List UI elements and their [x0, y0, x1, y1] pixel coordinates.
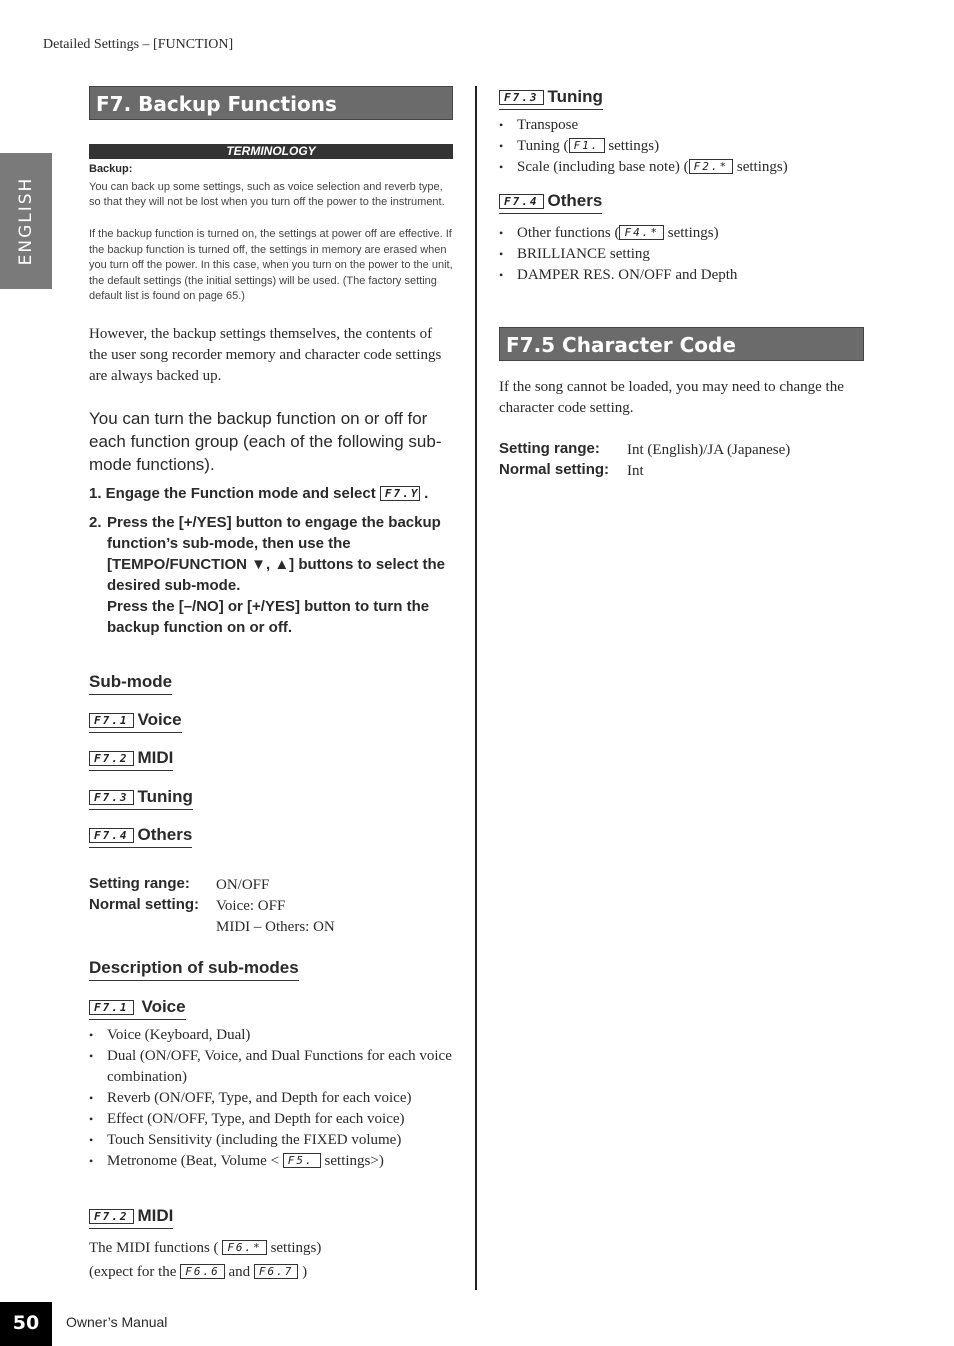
desc-midi-heading	[89, 1206, 173, 1229]
right-tuning-code: F7.3	[499, 90, 544, 105]
step-2-text-a: Press the [+/YES] button to engage the backup function’s sub-mode, then use the [TEMPO/FUNCTION ▼, ▲] buttons to select the desired sub-mode.	[107, 514, 446, 594]
terminology-bar: TERMINOLOGY	[89, 144, 453, 159]
intro-paragraph: You can turn the backup function on or off for each function group (each of the following sub-mode functions).	[89, 409, 442, 474]
submode-heading: Sub-mode	[89, 672, 172, 695]
desc-voice-code: F7.1	[89, 1000, 134, 1015]
tuning-item-text-a: Tuning (	[517, 138, 569, 154]
page-number: 50	[12, 1312, 40, 1334]
submode-others-label: Others	[137, 825, 193, 844]
submode-others-code: F7.4	[89, 828, 134, 843]
metronome-text-a: Metronome (Beat, Volume <	[107, 1153, 280, 1169]
backup-paragraph: However, the backup settings themselves, the contents of the user song recorder memory and character code settings are always backed up.	[89, 326, 442, 384]
setting-range-value: ON/OFF	[216, 877, 270, 893]
list-item: • Effect (ON/OFF, Type, and Depth for each voice)	[89, 1109, 453, 1130]
terminology-text-2: If the backup function is turned on, the settings at power off are effective. If the backup function is turned off, the settings in memory are erased when you turn off the power. In this case, when you turn on the power to the unit, the default settings (the initial settings) will be used. (The factory setting default list is found on page 65.)	[89, 228, 453, 302]
cc-normal-setting-value: Int	[627, 463, 644, 479]
terminology-title: Backup:	[89, 163, 133, 175]
submode-voice	[89, 710, 182, 733]
metronome-code: F5.	[283, 1153, 321, 1168]
desc-voice-heading	[89, 997, 186, 1020]
list-item: • Touch Sensitivity (including the FIXED volume)	[89, 1130, 453, 1151]
cc-normal-setting-label: Normal setting:	[499, 461, 610, 478]
list-item: • Voice (Keyboard, Dual)	[89, 1025, 453, 1046]
midi-line-2-text-a: (expect for the	[89, 1264, 177, 1280]
list-item: • Reverb (ON/OFF, Type, and Depth for each voice)	[89, 1088, 453, 1109]
description-heading: Description of sub-modes	[89, 958, 299, 981]
other-functions-text-a: Other functions (	[517, 225, 620, 241]
right-others-code: F7.4	[499, 194, 544, 209]
midi-line-2-text-b: )	[302, 1264, 308, 1280]
other-functions-text-b: settings)	[667, 225, 719, 241]
list-item: • Transpose	[499, 115, 879, 136]
normal-setting-label: Normal setting:	[89, 896, 200, 913]
character-code-paragraph: If the song cannot be loaded, you may need to change the character code setting.	[499, 379, 844, 416]
midi-line-1	[89, 1238, 321, 1259]
scale-item-text-a: Scale (including base note) (	[517, 159, 689, 175]
submode-midi	[89, 748, 173, 771]
others-list	[499, 223, 879, 286]
submode-midi-code: F7.2	[89, 751, 134, 766]
section-banner-character-code: F7.5 Character Code	[499, 327, 864, 361]
step-1-text: 1. Engage the Function mode and select	[89, 485, 376, 502]
cc-setting-range-label: Setting range:	[499, 440, 600, 457]
other-functions-code: F4.*	[619, 225, 664, 240]
tuning-item-code: F1.	[569, 138, 605, 153]
right-others-heading	[499, 191, 602, 214]
list-item-scale	[499, 157, 879, 178]
submode-voice-label: Voice	[137, 710, 182, 729]
list-item-other-functions	[499, 223, 879, 244]
submode-tuning-code: F7.3	[89, 790, 134, 805]
running-header: Detailed Settings – [FUNCTION]	[43, 37, 234, 52]
desc-voice-label: Voice	[141, 997, 186, 1016]
footer-manual: Owner’s Manual	[66, 1314, 168, 1330]
midi-line-1-code: F6.*	[222, 1240, 267, 1255]
midi-line-2	[89, 1262, 307, 1283]
setting-range-label: Setting range:	[89, 875, 190, 892]
page-number-box	[0, 1302, 52, 1346]
submode-tuning	[89, 787, 193, 810]
step-1-end: .	[424, 485, 429, 502]
midi-line-2-code-2: F6.7	[254, 1264, 299, 1279]
section-banner-backup: F7. Backup Functions	[89, 86, 453, 120]
midi-line-1-text-a: The MIDI functions (	[89, 1240, 219, 1256]
language-tab	[0, 153, 52, 289]
column-divider	[475, 86, 477, 1290]
list-item: • BRILLIANCE setting	[499, 244, 879, 265]
tuning-item-text-b: settings)	[608, 138, 660, 154]
list-item: • DAMPER RES. ON/OFF and Depth	[499, 265, 879, 286]
submode-others	[89, 825, 192, 848]
normal-setting-value-2: MIDI – Others: ON	[216, 919, 335, 935]
submode-tuning-label: Tuning	[137, 787, 193, 806]
step-1	[89, 483, 453, 504]
language-tab-label: ENGLISH	[16, 176, 36, 266]
step-2-number: 2.	[89, 514, 102, 531]
right-tuning-heading	[499, 87, 603, 110]
normal-setting-value-1: Voice: OFF	[216, 898, 286, 914]
list-item-tuning	[499, 136, 879, 157]
list-item-metronome	[89, 1151, 453, 1172]
cc-setting-range-value: Int (English)/JA (Japanese)	[627, 442, 791, 458]
metronome-text-b: settings>)	[324, 1153, 384, 1169]
scale-item-text-b: settings)	[736, 159, 788, 175]
midi-line-2-mid: and	[228, 1264, 251, 1280]
desc-midi-code: F7.2	[89, 1209, 134, 1224]
scale-item-code: F2.*	[689, 159, 734, 174]
step-2	[89, 512, 453, 638]
step-1-code: F7.Y	[380, 486, 420, 501]
submode-midi-label: MIDI	[137, 748, 174, 767]
right-others-label: Others	[547, 191, 603, 210]
submode-voice-code: F7.1	[89, 713, 134, 728]
midi-line-1-text-b: settings)	[270, 1240, 322, 1256]
voice-list	[89, 1025, 453, 1172]
terminology-text-1: You can back up some settings, such as voice selection and reverb type, so that they will not be lost when you turn off the power to the instrument.	[89, 181, 445, 208]
midi-line-2-code-1: F6.6	[180, 1264, 225, 1279]
list-item: • Dual (ON/OFF, Voice, and Dual Functions for each voice combination)	[89, 1046, 453, 1088]
step-2-text-b: Press the [–/NO] or [+/YES] button to turn the backup function on or off.	[107, 598, 430, 636]
desc-midi-label: MIDI	[137, 1206, 174, 1225]
right-tuning-label: Tuning	[547, 87, 603, 106]
tuning-list	[499, 115, 879, 178]
